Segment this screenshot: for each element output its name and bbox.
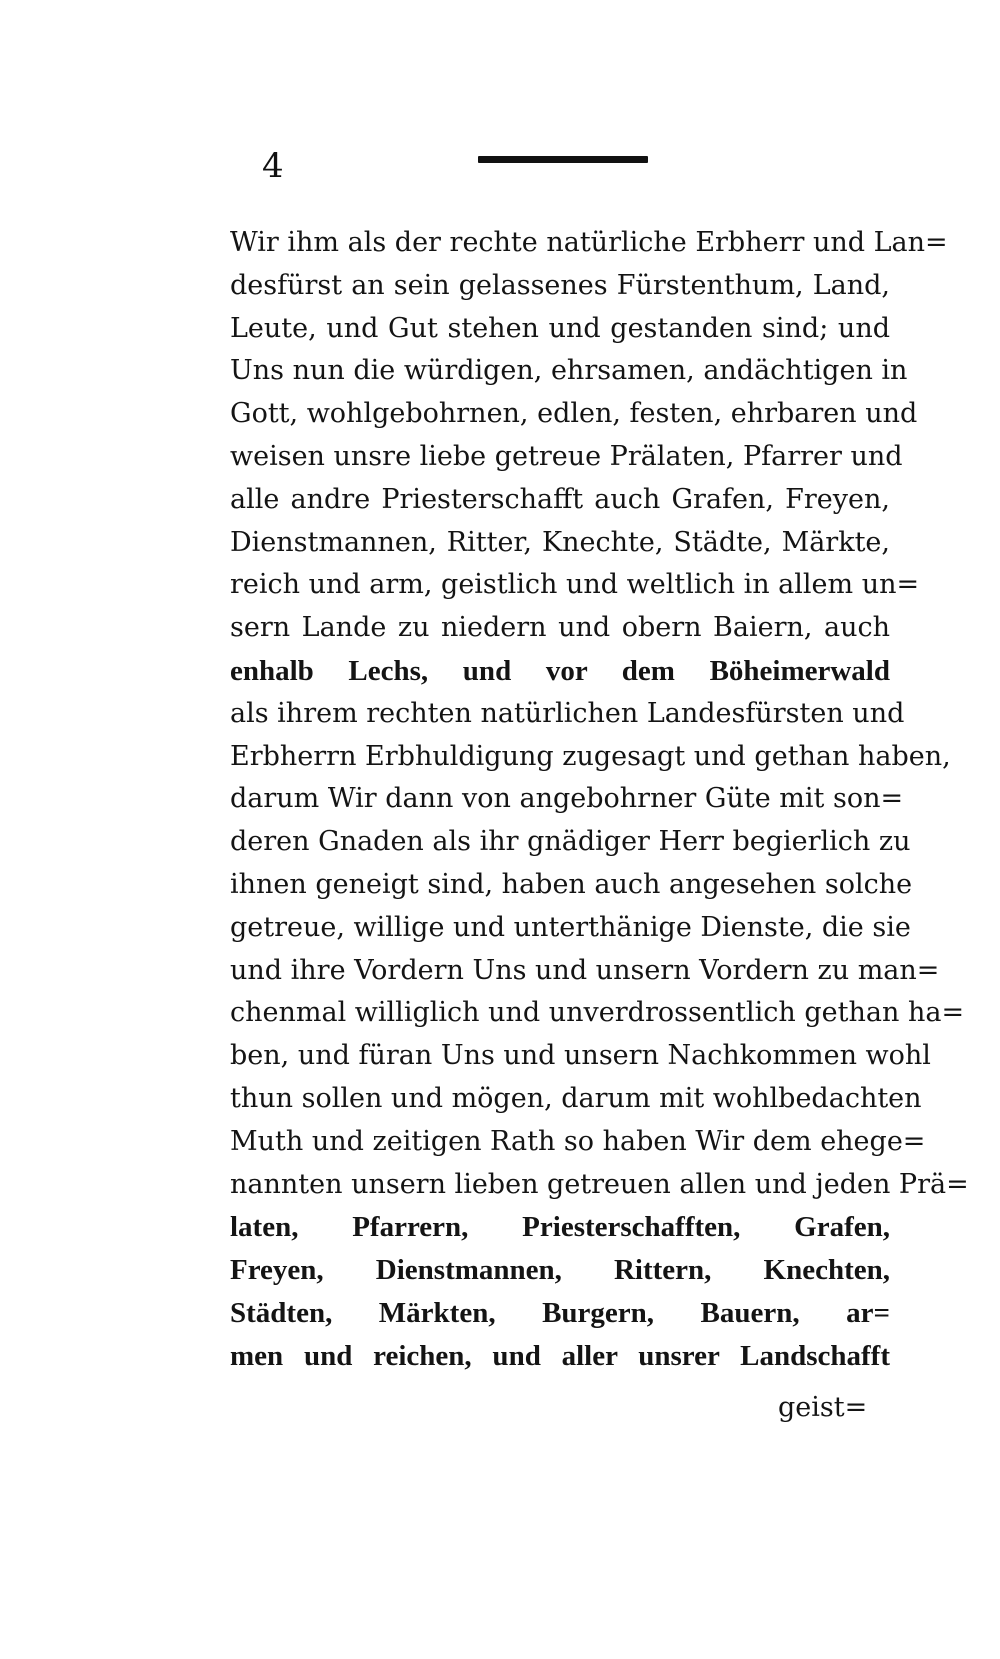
text-line: Erbherrn Erbhuldigung zugesagt und gethan haben, (230, 740, 951, 772)
text-line: Freyen, Dienstmannen, Rittern, Knechten, (230, 1254, 890, 1287)
text-line: chenmal williglich und unverdrossentlich gethan ha= (230, 997, 965, 1029)
text-line: Uns nun die würdigen, ehrsamen, andächtigen in (230, 355, 908, 387)
text-line: Städten, Märkten, Burgern, Bauern, ar= (230, 1296, 890, 1329)
text-line: und ihre Vordern Uns und unsern Vordern zu man= (230, 954, 940, 986)
page-number: 4 (262, 146, 284, 186)
text-line: Muth und zeitigen Rath so haben Wir dem ehege= (230, 1125, 926, 1157)
text-line: weisen unsre liebe getreue Prälaten, Pfarrer und (230, 440, 903, 472)
text-line: als ihrem rechten natürlichen Landesfürsten und (230, 697, 905, 729)
text-line: men und reichen, und aller unsrer Landschafft (230, 1339, 890, 1372)
text-line: Dienstmannen, Ritter, Knechte, Städte, Märkte, (230, 526, 890, 558)
text-line: Leute, und Gut stehen und gestanden sind; und (230, 312, 890, 344)
text-line: desfürst an sein gelassenes Fürstenthum, Land, (230, 269, 890, 301)
catchword: geist= (778, 1392, 868, 1423)
text-line: Wir ihm als der rechte natürliche Erbherr und Lan= (230, 227, 948, 258)
header-rule (478, 156, 648, 163)
text-line: ben, und füran Uns und unsern Nachkommen wohl (230, 1040, 931, 1072)
text-line: alle andre Priesterschafft auch Grafen, Freyen, (230, 483, 890, 515)
text-line: darum Wir dann von angebohrner Güte mit son= (230, 783, 904, 815)
text-line: sern Lande zu niedern und obern Baiern, auch (230, 612, 890, 644)
text-line: deren Gnaden als ihr gnädiger Herr begierlich zu (230, 826, 911, 858)
text-line: Gott, wohlgebohrnen, edlen, festen, ehrbaren und (230, 398, 918, 430)
body-text (230, 222, 969, 1378)
text-line: enhalb Lechs, und vor dem Böheimerwald (230, 654, 890, 687)
text-line: reich und arm, geistlich und weltlich in allem un= (230, 569, 920, 601)
text-line: nannten unsern lieben getreuen allen und jeden Prä= (230, 1168, 969, 1200)
text-line: laten, Pfarrern, Priesterschafften, Grafen, (230, 1211, 890, 1244)
text-line: getreue, willige und unterthänige Dienste, die sie (230, 911, 911, 943)
text-line: ihnen geneigt sind, haben auch angesehen solche (230, 868, 913, 900)
text-line: thun sollen und mögen, darum mit wohlbedachten (230, 1082, 922, 1114)
